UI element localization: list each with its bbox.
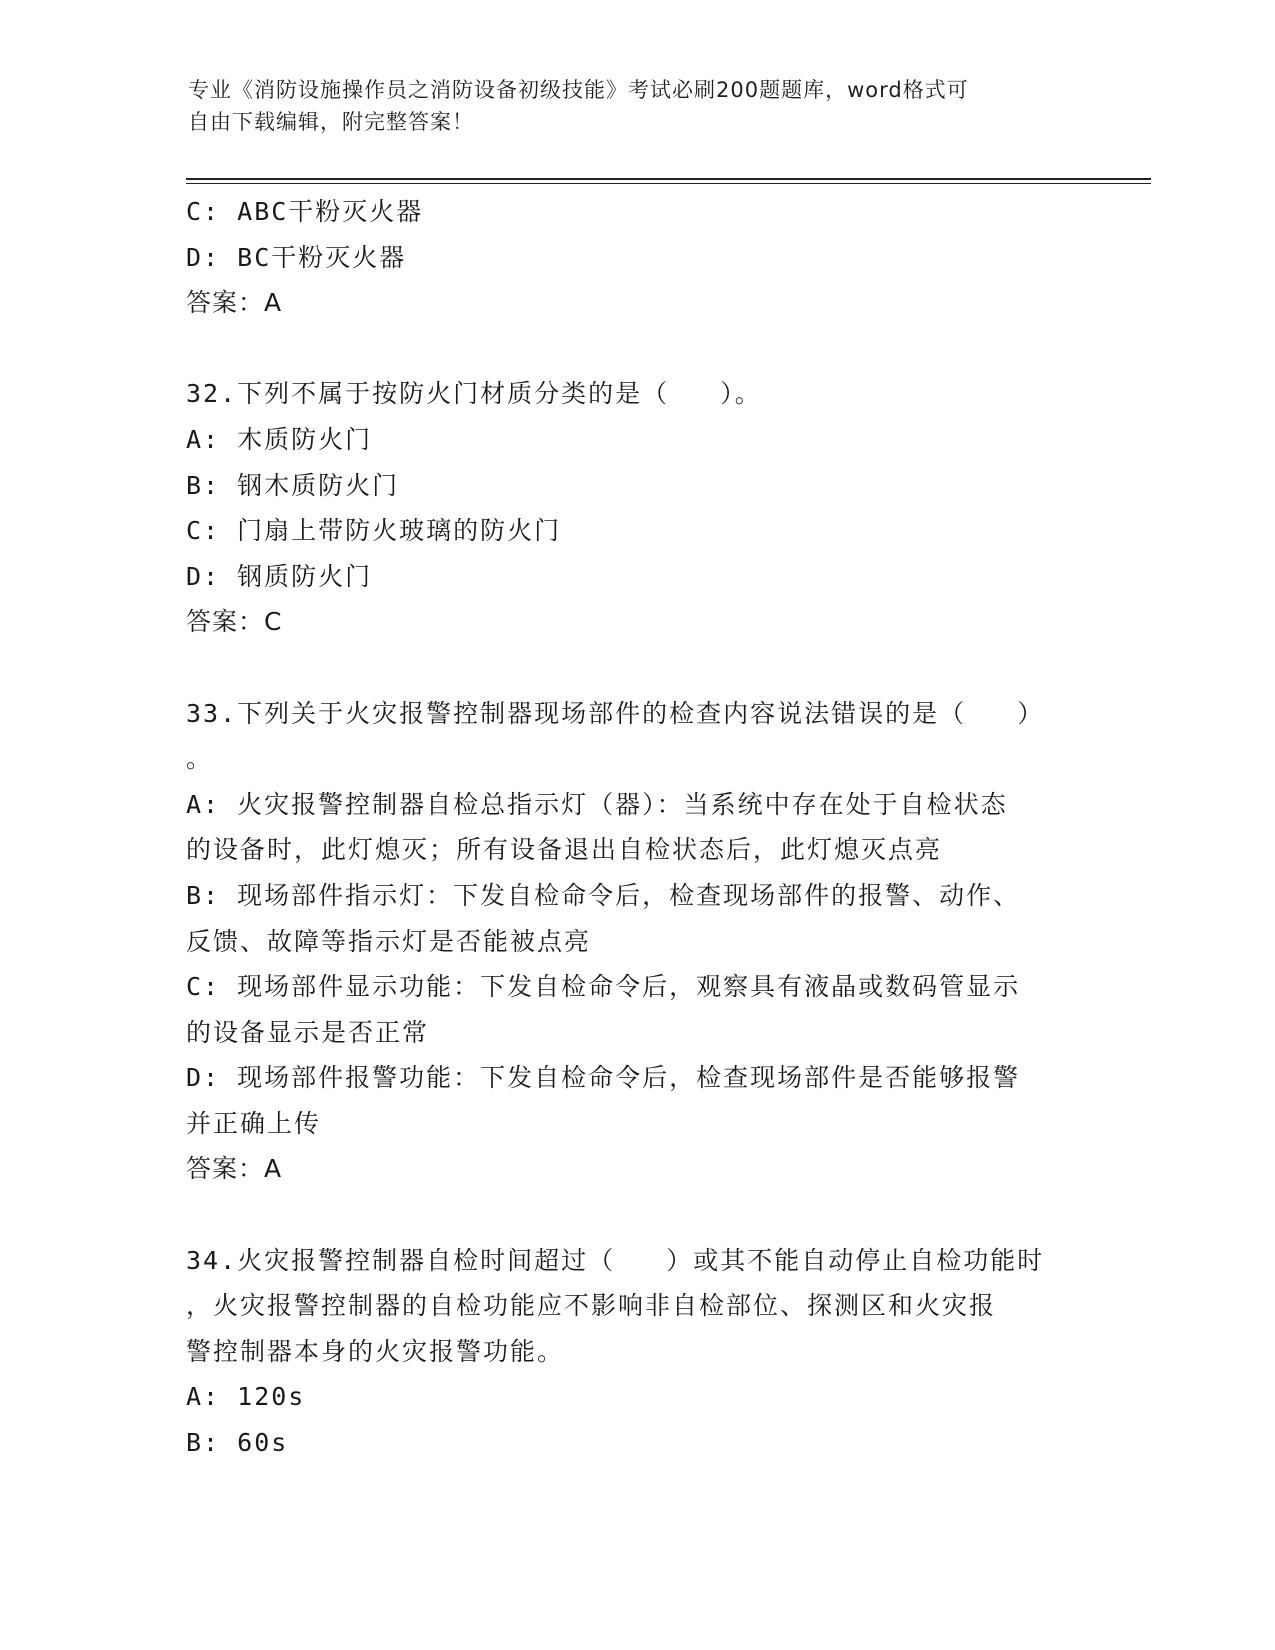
option-a: A: 火灾报警控制器自检总指示灯（器）：当系统中存在处于自检状态 xyxy=(186,789,1008,819)
option-line: D: BC干粉灭火器 xyxy=(186,242,407,272)
question-stem: 33.下列关于火灾报警控制器现场部件的检查内容说法错误的是（ ） xyxy=(186,698,1045,728)
spacer xyxy=(186,645,1066,691)
option-line: C: ABC干粉灭火器 xyxy=(186,197,424,226)
header-line-2: 自由下载编辑，附完整答案！ xyxy=(188,110,474,134)
option-b: B: 60s xyxy=(186,1428,289,1458)
document-header xyxy=(188,74,1068,138)
question-stem: 。 xyxy=(186,744,214,774)
question-stem: 警控制器本身的火灾报警功能。 xyxy=(186,1336,565,1366)
spacer xyxy=(186,326,1066,372)
option-b: B: 现场部件指示灯：下发自检命令后，检查现场部件的报警、动作、 xyxy=(186,880,1021,910)
option-a: A: 120s xyxy=(186,1382,306,1412)
header-rule-thin xyxy=(186,183,1151,184)
question-stem: 34.火灾报警控制器自检时间超过（ ）或其不能自动停止自检功能时 xyxy=(186,1245,1045,1275)
option-c-continued: 的设备显示是否正常 xyxy=(186,1017,430,1047)
header-line-1: 专业《消防设施操作员之消防设备初级技能》考试必刷200题题库，word格式可 xyxy=(188,78,969,102)
answer-line: 答案：C xyxy=(186,607,283,637)
option-a-continued: 的设备时，此灯熄灭；所有设备退出自检状态后，此灯熄灭点亮 xyxy=(186,835,943,865)
question-33 xyxy=(186,691,1066,1193)
question-stem: 32.下列不属于按防火门材质分类的是（ ）。 xyxy=(186,379,762,409)
spacer xyxy=(186,1192,1066,1238)
question-32 xyxy=(186,371,1066,645)
question-34 xyxy=(186,1238,1066,1466)
header-rule-thick xyxy=(186,178,1151,180)
answer-line: 答案：A xyxy=(186,1154,283,1184)
option-c: C: 现场部件显示功能：下发自检命令后，观察具有液晶或数码管显示 xyxy=(186,972,1021,1002)
option-d-continued: 并正确上传 xyxy=(186,1108,322,1138)
option-c: C: 门扇上带防火玻璃的防火门 xyxy=(186,516,562,546)
option-b-continued: 反馈、故障等指示灯是否能被点亮 xyxy=(186,926,592,956)
answer-line: 答案：A xyxy=(186,288,283,318)
option-d: D: 钢质防火门 xyxy=(186,561,373,591)
question-stem: ，火灾报警控制器的自检功能应不影响非自检部位、探测区和火灾报 xyxy=(186,1291,997,1321)
option-a: A: 木质防火门 xyxy=(186,424,373,454)
question-content xyxy=(186,189,1066,1466)
option-d: D: 现场部件报警功能：下发自检命令后，检查现场部件是否能够报警 xyxy=(186,1063,1021,1093)
option-b: B: 钢木质防火门 xyxy=(186,470,400,500)
carry-over-block xyxy=(186,189,1066,326)
